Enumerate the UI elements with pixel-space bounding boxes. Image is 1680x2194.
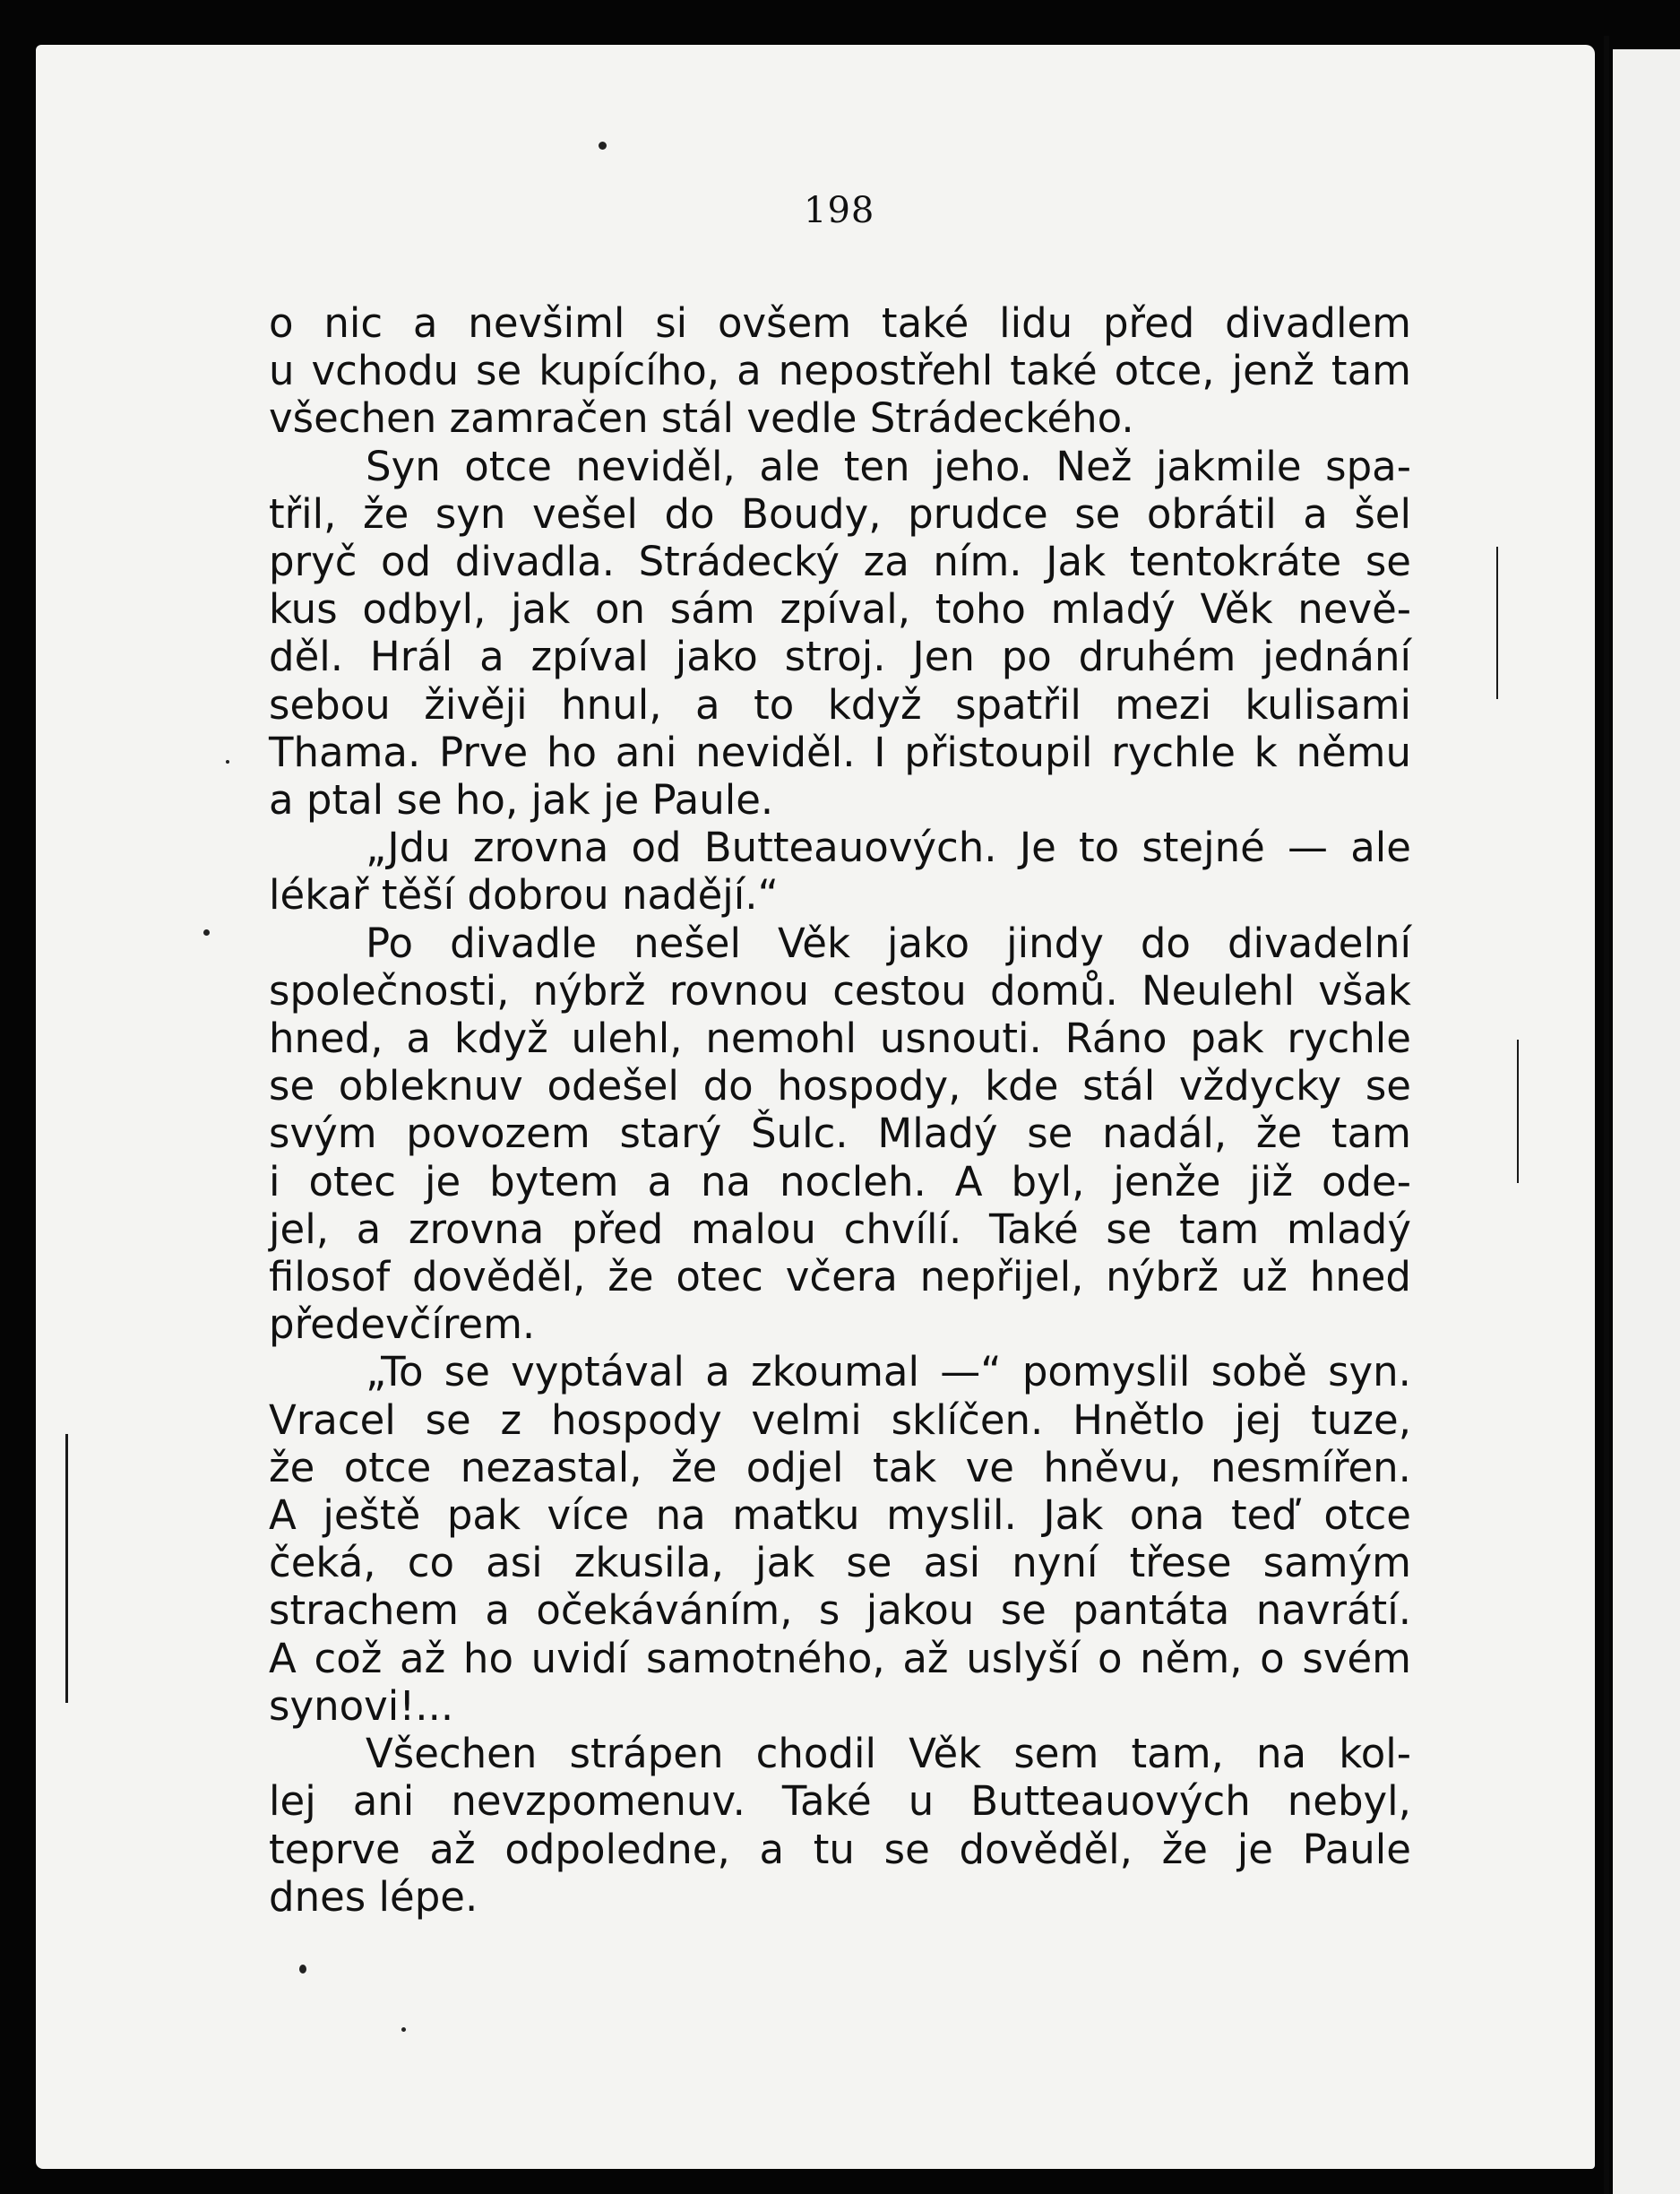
text-line: svým povozem starý Šulc. Mladý se nadál, že tam <box>269 1110 1411 1158</box>
text-line: Thama. Prve ho ani neviděl. I přistoupil rychle k němu <box>269 728 1411 776</box>
text-line: Vracel se z hospody velmi sklíčen. Hnětlo jej tuze, <box>269 1395 1411 1444</box>
text-line: o nic a nevšiml si ovšem také lidu před divadlem <box>269 299 1411 347</box>
text-line: „Jdu zrovna od Butteauových. Je to stejné — ale <box>366 824 1411 872</box>
text-line: A což až ho uvidí samotného, až uslyší o něm, o svém <box>269 1634 1411 1682</box>
scan-speck <box>203 929 210 936</box>
text-line: sebou živěji hnul, a to když spatřil mezi kulisami <box>269 680 1411 729</box>
text-line: společnosti, nýbrž rovnou cestou domů. Neulehl však <box>269 966 1411 1015</box>
text-line: předevčírem. <box>269 1300 536 1349</box>
text-line: čeká, co asi zkusila, jak se asi nyní třese samým <box>269 1539 1411 1587</box>
body-text <box>269 299 1411 1921</box>
text-line: že otce nezastal, že odjel tak ve hněvu, nesmířen. <box>269 1443 1411 1491</box>
text-line: se obleknuv odešel do hospody, kde stál vždycky se <box>269 1062 1411 1110</box>
text-line: u vchodu se kupícího, a nepostřehl také otce, jenž tam <box>269 347 1411 395</box>
paragraph <box>269 299 1411 443</box>
paragraph <box>269 1348 1411 1730</box>
text-line: Všechen strápen chodil Věk sem tam, na kol- <box>366 1730 1411 1778</box>
paragraph <box>269 443 1411 825</box>
text-line: i otec je bytem a na nocleh. A byl, jenže již ode- <box>269 1157 1411 1205</box>
text-line: hned, a když ulehl, nemohl usnouti. Ráno pak rychle <box>269 1015 1411 1063</box>
text-line: kus odbyl, jak on sám zpíval, toho mladý Věk nevě- <box>269 585 1411 634</box>
text-line: všechen zamračen stál vedle Strádeckého. <box>269 394 1134 443</box>
page-number: 198 <box>804 190 875 231</box>
paragraph <box>269 920 1411 1349</box>
margin-binding-mark <box>1517 1040 1519 1183</box>
paragraph <box>269 1730 1411 1921</box>
text-line: jel, a zrovna před malou chvílí. Také se tam mladý <box>269 1205 1411 1253</box>
text-line: lej ani nevzpomenuv. Také u Butteauových nebyl, <box>269 1777 1411 1826</box>
page-gutter-shadow <box>1604 36 1609 2194</box>
scan-speck <box>299 1965 306 1974</box>
text-line: dnes lépe. <box>269 1872 478 1921</box>
margin-binding-mark <box>65 1434 68 1703</box>
text-line: Syn otce neviděl, ale ten jeho. Než jakmile spa- <box>366 442 1411 490</box>
text-line: a ptal se ho, jak je Paule. <box>269 776 774 825</box>
scan-speck <box>401 2027 406 2032</box>
text-line: Po divadle nešel Věk jako jindy do divadelní <box>366 919 1411 967</box>
text-line: děl. Hrál a zpíval jako stroj. Jen po druhém jednání <box>269 633 1411 681</box>
text-line: teprve až odpoledne, a tu se dověděl, že je Paule <box>269 1825 1411 1873</box>
text-line: lékař těší dobrou nadějí.“ <box>269 871 779 920</box>
margin-binding-mark <box>1496 547 1498 699</box>
text-line: pryč od divadla. Strádecký za ním. Jak tentokráte se <box>269 538 1411 586</box>
text-line: třil, že syn vešel do Boudy, prudce se obrátil a šel <box>269 489 1411 538</box>
scan-speck <box>599 142 607 150</box>
text-line: strachem a očekáváním, s jakou se pantáta navrátí. <box>269 1586 1411 1635</box>
text-line: filosof dověděl, že otec včera nepřijel, nýbrž už hned <box>269 1253 1411 1301</box>
paragraph <box>269 824 1411 919</box>
scan-speck <box>226 760 229 764</box>
facing-page-edge <box>1613 49 1680 2194</box>
text-line: synovi!... <box>269 1681 454 1730</box>
text-line: „To se vyptával a zkoumal —“ pomyslil sobě syn. <box>366 1348 1411 1396</box>
text-line: A ještě pak více na matku myslil. Jak ona teď otce <box>269 1491 1411 1540</box>
